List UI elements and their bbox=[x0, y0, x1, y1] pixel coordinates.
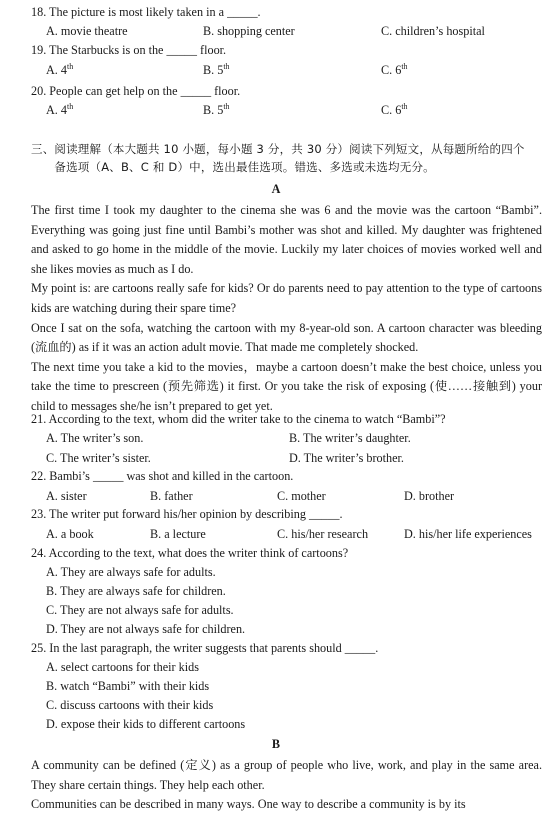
section-3-instructions bbox=[31, 141, 546, 177]
question-19-option-c: C. 6th bbox=[381, 61, 408, 77]
passage-a-paragraph-4: The next time you take a kid to the movies，maybe a cartoon doesn’t make the best choice, unless you take the time to prescreen (预先筛选) it first. Or you take the risk of exposing (使……接触到) your child to messages she/he isn’t prepared to get yet. bbox=[31, 359, 542, 413]
question-24-option-b: B. They are always safe for children. bbox=[46, 584, 226, 598]
passage-a-paragraph-3: Once I sat on the sofa, watching the cartoon with my 8-year-old son. A cartoon character was bleeding (流血的) as if it was an action adult movie. That made me completely shocked. bbox=[31, 320, 542, 355]
question-23-option-d: D. his/her life experiences bbox=[404, 527, 532, 541]
question-23-stem: 23. The writer put forward his/her opinion by describing _____. bbox=[31, 507, 343, 521]
question-25-option-a: A. select cartoons for their kids bbox=[46, 660, 199, 674]
question-22-option-c: C. mother bbox=[277, 489, 326, 503]
passage-a-body bbox=[31, 201, 542, 417]
question-25-option-d: D. expose their kids to different cartoons bbox=[46, 717, 246, 731]
question-18-option-a: A. movie theatre bbox=[46, 24, 128, 38]
question-25-option-b: B. watch “Bambi” with their kids bbox=[46, 679, 210, 693]
question-19-option-a: A. 4th bbox=[46, 61, 74, 77]
passage-a-heading: A bbox=[271, 182, 281, 196]
question-20-option-c: C. 6th bbox=[381, 101, 408, 117]
question-21-option-d: D. The writer’s brother. bbox=[289, 451, 404, 465]
question-22-stem: 22. Bambi’s _____ was shot and killed in the cartoon. bbox=[31, 469, 294, 483]
question-21-option-a: A. The writer’s son. bbox=[46, 431, 144, 445]
question-24-option-a: A. They are always safe for adults. bbox=[46, 565, 216, 579]
question-22-option-d: D. brother bbox=[404, 489, 455, 503]
section-3-line-1: 三、阅读理解（本大题共 10 小题，每小题 3 分，共 30 分）阅读下列短文，从每题所给的四个 bbox=[31, 142, 525, 156]
question-20-option-a: A. 4th bbox=[46, 101, 74, 117]
passage-b-body bbox=[31, 756, 542, 815]
question-22-option-a: A. sister bbox=[46, 489, 87, 503]
question-23-option-c: C. his/her research bbox=[277, 527, 369, 541]
passage-b-paragraph-2: Communities can be described in many ways. One way to describe a community is by its bbox=[31, 797, 466, 812]
question-21-option-b: B. The writer’s daughter. bbox=[289, 431, 411, 445]
question-18-option-c: C. children’s hospital bbox=[381, 24, 485, 38]
question-19-option-b: B. 5th bbox=[203, 61, 230, 77]
question-24-option-c: C. They are not always safe for adults. bbox=[46, 603, 234, 617]
section-3-line-2: 备选项（A、B、C 和 D）中，选出最佳选项。错选、多选或未选均无分。 bbox=[31, 159, 435, 174]
question-25-option-c: C. discuss cartoons with their kids bbox=[46, 698, 214, 712]
question-19-stem: 19. The Starbucks is on the _____ floor. bbox=[31, 43, 227, 57]
question-25-stem: 25. In the last paragraph, the writer suggests that parents should _____. bbox=[31, 641, 379, 655]
question-20-stem: 20. People can get help on the _____ floor. bbox=[31, 84, 241, 98]
passage-a-paragraph-2: My point is: are cartoons really safe for kids? Or do parents need to pay attention to the type of cartoons kids are watching during their spare time? bbox=[31, 281, 542, 315]
question-18-option-b: B. shopping center bbox=[203, 24, 295, 38]
question-21-option-c: C. The writer’s sister. bbox=[46, 451, 151, 465]
question-21-stem: 21. According to the text, whom did the writer take to the cinema to watch “Bambi”? bbox=[31, 412, 446, 426]
passage-b-heading: B bbox=[271, 737, 281, 751]
question-24-stem: 24. According to the text, what does the writer think of cartoons? bbox=[31, 546, 349, 560]
question-23-option-b: B. a lecture bbox=[150, 527, 206, 541]
passage-a-paragraph-1: The first time I took my daughter to the cinema she was 6 and the movie was the cartoon “Bambi”. Everything was going just fine until Bambi’s mother was shot and killed. My daughter was frightened and asked to go home in the middle of the movie. Luckily my later choices of movies worked well and she likes movies as much as I do. bbox=[31, 203, 542, 276]
question-20-option-b: B. 5th bbox=[203, 101, 230, 117]
question-24-option-d: D. They are not always safe for children. bbox=[46, 622, 246, 636]
passage-b-paragraph-1: A community can be defined (定义) as a group of people who live, work, and play in the same area. They share certain things. They help each other. bbox=[31, 758, 542, 792]
question-18-stem: 18. The picture is most likely taken in a _____. bbox=[31, 5, 261, 19]
question-22-option-b: B. father bbox=[150, 489, 193, 503]
question-23-option-a: A. a book bbox=[46, 527, 94, 541]
